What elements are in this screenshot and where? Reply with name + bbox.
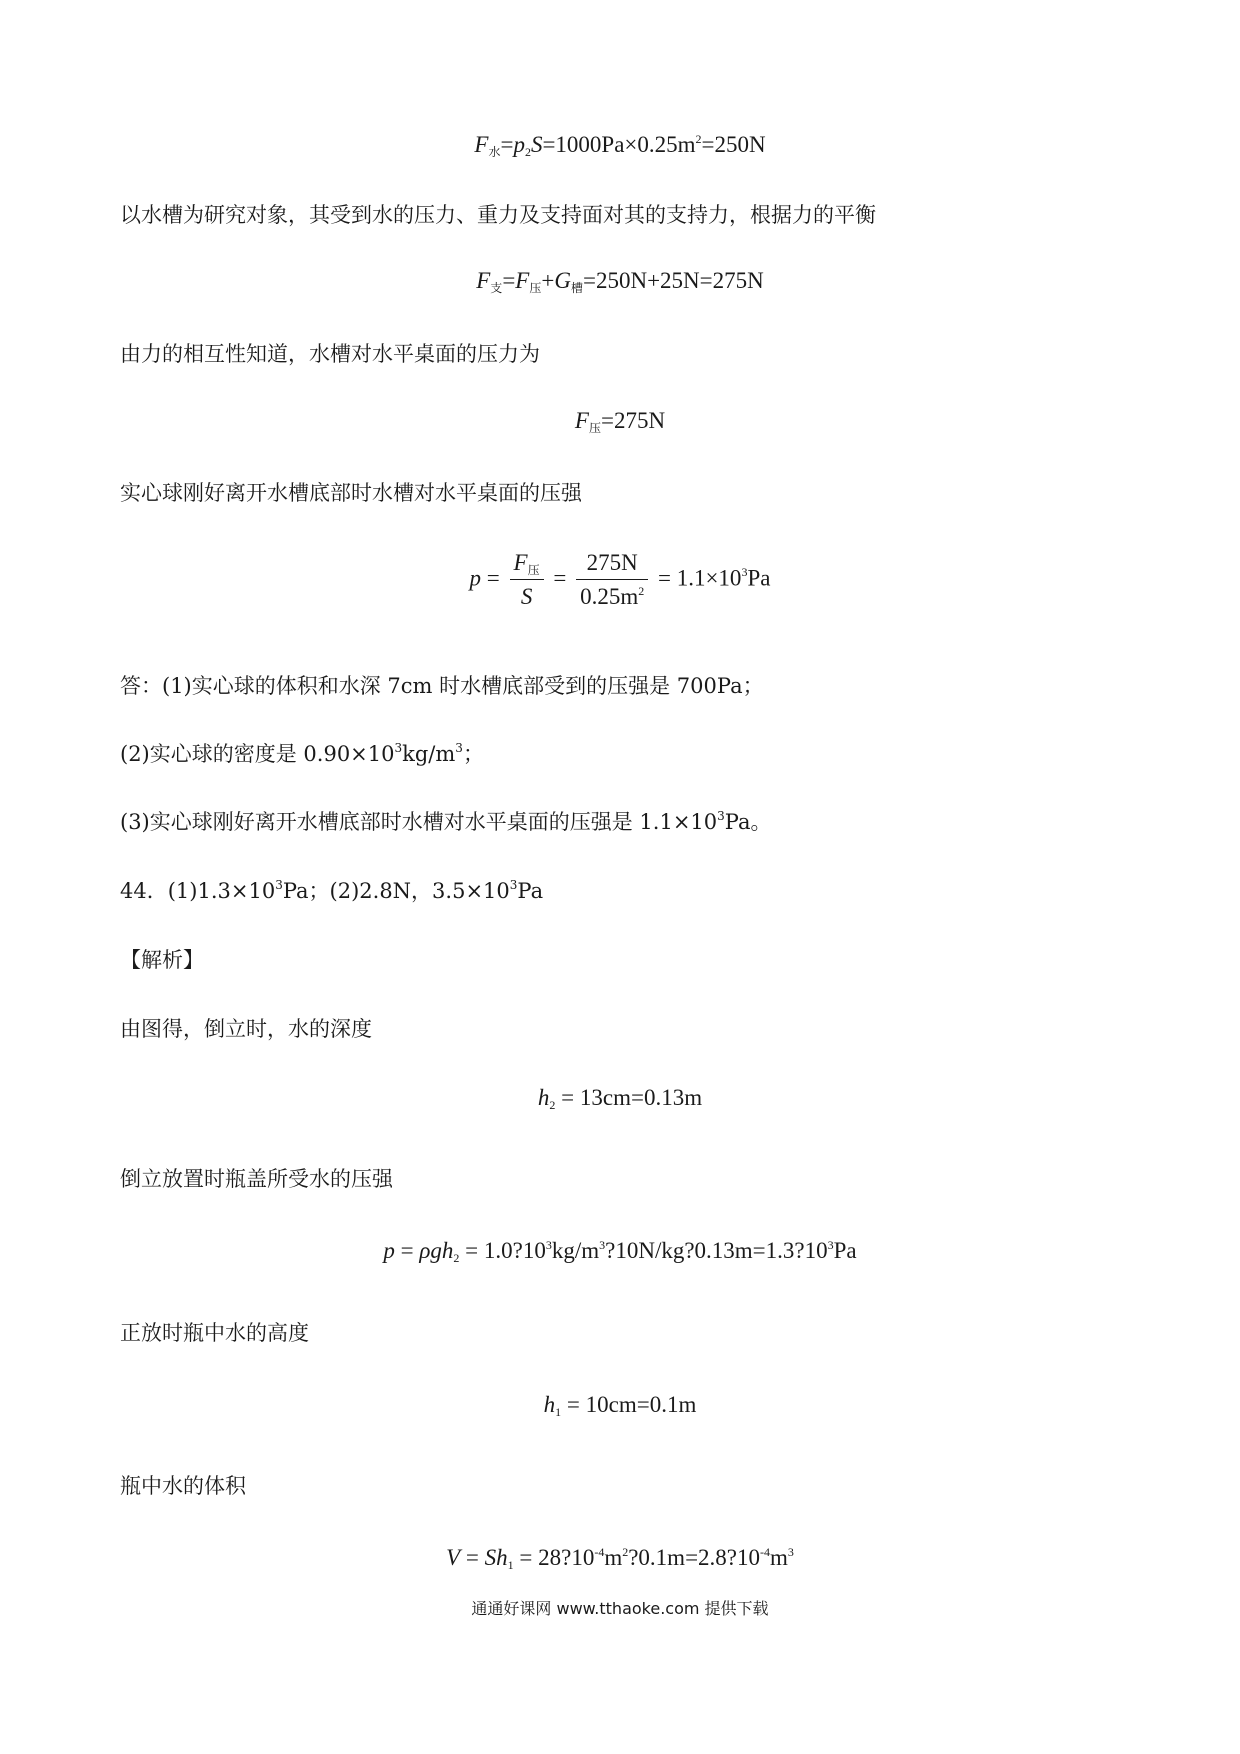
paragraph: 正放时瓶中水的高度 — [120, 1321, 309, 1345]
equation-cap-pressure: $p = \rho gh2 = 1.0?10^3kg/m^3?10N/kg?0.13m=1.3?10^3Pa$ — [383, 1238, 857, 1265]
paragraph: 由图得，倒立时，水的深度 — [120, 1017, 372, 1041]
equation-water-force: F水$=p2S=1000Pa\times 0.25m^2=250N$ — [474, 132, 766, 159]
paragraph: 瓶中水的体积 — [120, 1474, 246, 1498]
answer-3: (3)实心球刚好离开水槽底部时水槽对水平桌面的压强是 $1.1\times 10^3Pa$。 — [120, 809, 772, 834]
analysis-heading: 【解析】 — [120, 948, 204, 972]
answer-1: 答：(1)实心球的体积和水深 7cm 时水槽底部受到的压强是 700Pa； — [120, 674, 764, 698]
equation-pressure: p = $\frac{\text{F压}}{S}$ = $\frac{275N}{0.25m^2}$ = $1.1\times 10^3Pa$ — [469, 550, 771, 609]
equation-volume: $V = Sh1 = 28?10^{-4}m^2?0.1m=2.8?10^{-4}m^3$ — [446, 1545, 794, 1572]
answer-2: (2)实心球的密度是 $0.90\times 10^3kg/m^3$； — [120, 741, 484, 766]
footer-watermark: 通通好课网 www.tthaoke.com 提供下载 — [471, 1599, 769, 1618]
equation-support-force: F支=F压+G槽=250N+25N=275N — [476, 268, 764, 295]
equation-h1: h1 = 10cm=0.1m — [543, 1392, 697, 1419]
paragraph: 由力的相互性知道，水槽对水平桌面的压力为 — [120, 342, 540, 366]
paragraph: 以水槽为研究对象，其受到水的压力、重力及支持面对其的支持力，根据力的平衡 — [120, 203, 876, 227]
fraction: $\frac{275N}{0.25m^2}$ — [576, 550, 648, 610]
question-44-answer: 44．$(1)1.3\times 10^3Pa$；(2)2.8N，$3.5\times 10^3Pa$ — [120, 878, 544, 903]
equation-pressure-force: F压=275N — [574, 408, 666, 435]
paragraph: 实心球刚好离开水槽底部时水槽对水平桌面的压强 — [120, 481, 582, 505]
paragraph: 倒立放置时瓶盖所受水的压强 — [120, 1167, 393, 1191]
fraction: $\frac{\text{F压}}{S}$ — [510, 550, 544, 610]
equation-h2: h2 = 13cm=0.13m — [537, 1085, 703, 1112]
